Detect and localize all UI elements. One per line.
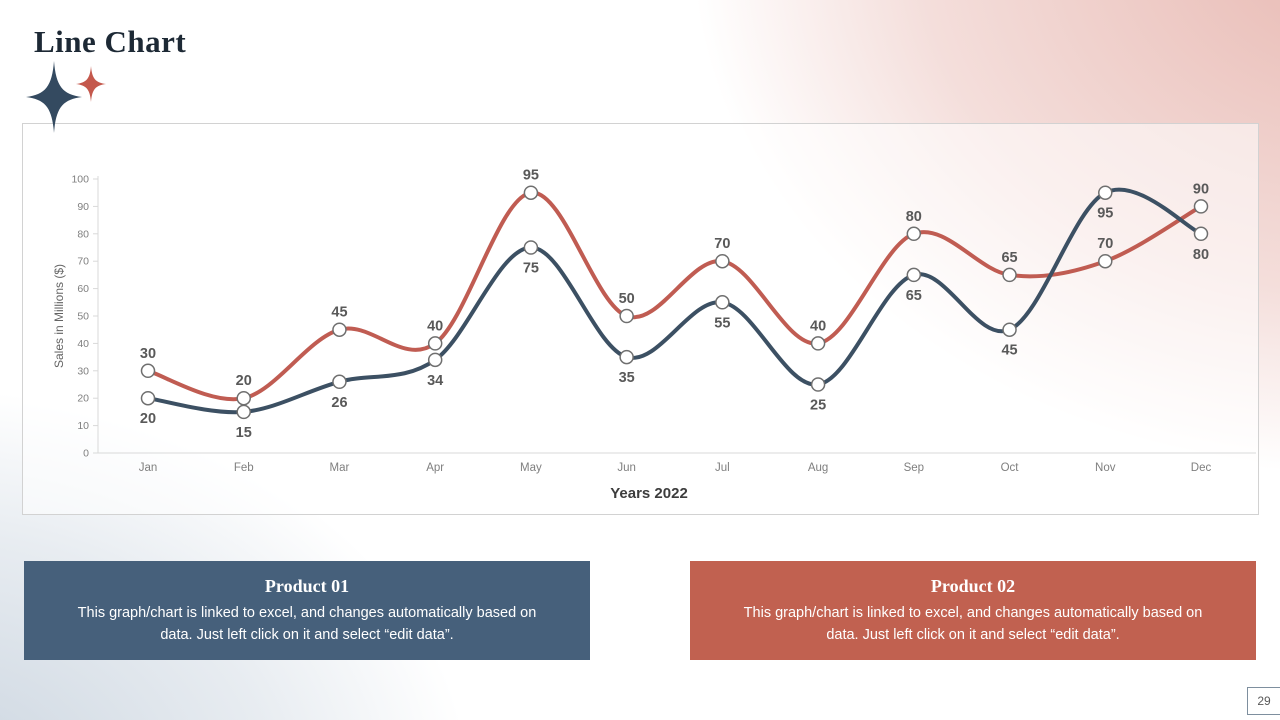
data-point-marker [1003, 323, 1016, 336]
data-label: 65 [905, 287, 922, 304]
data-point-marker [620, 351, 633, 364]
sparkle-star-icon-primary [26, 61, 82, 133]
data-point-marker [524, 186, 537, 199]
product-02-title: Product 02 [930, 576, 1016, 596]
x-tick-label: Nov [1095, 462, 1116, 474]
y-tick-label: 100 [71, 173, 89, 186]
data-label: 40 [810, 318, 827, 335]
product-01-description: This graph/chart is linked to excel, and changes automatically based on data. Just left click on it and select “edit data”. [77, 605, 537, 644]
y-tick-label: 0 [83, 447, 89, 460]
x-tick-label: Jan [138, 462, 158, 474]
y-tick-label: 90 [77, 200, 89, 213]
page-number: 29 [1257, 694, 1271, 708]
data-label: 35 [618, 370, 635, 387]
x-tick-label: Apr [426, 462, 445, 474]
y-tick-label: 40 [77, 337, 89, 350]
x-tick-label: May [520, 462, 542, 474]
data-label: 34 [427, 372, 444, 389]
series-line-product-02 [148, 193, 1201, 400]
line-chart[interactable] [23, 124, 1258, 514]
data-label: 90 [1192, 181, 1210, 198]
data-point-marker [1195, 227, 1208, 240]
data-label: 65 [1001, 249, 1018, 266]
data-label: 40 [427, 318, 444, 335]
product-02-description: This graph/chart is linked to excel, and changes automatically based on data. Just left click on it and select “edit data”. [743, 605, 1203, 644]
x-tick-label: Dec [1190, 462, 1212, 474]
data-point-marker [524, 241, 537, 254]
data-point-marker [1099, 255, 1112, 268]
data-point-marker [812, 337, 825, 350]
y-tick-label: 30 [77, 365, 89, 378]
data-point-marker [429, 337, 442, 350]
product-01-card [24, 561, 590, 660]
series-line-product-01 [148, 190, 1201, 413]
y-tick-label: 50 [77, 310, 89, 323]
data-label: 80 [905, 208, 922, 225]
data-label: 45 [1001, 342, 1018, 359]
x-tick-label: Feb [233, 462, 254, 474]
data-point-marker [907, 227, 920, 240]
data-label: 70 [714, 236, 731, 253]
data-point-marker [1195, 200, 1208, 213]
data-point-marker [716, 296, 729, 309]
data-point-marker [812, 378, 825, 391]
y-tick-label: 80 [77, 228, 89, 241]
data-label: 45 [331, 304, 348, 321]
y-axis-title: Sales in Millions ($) [52, 263, 66, 369]
data-label: 50 [618, 291, 635, 307]
data-point-marker [142, 392, 155, 405]
chart-panel [22, 123, 1259, 515]
y-tick-label: 60 [77, 283, 89, 296]
y-tick-label: 20 [77, 392, 89, 405]
sparkle-star-icon-accent [76, 66, 106, 102]
x-tick-label: Sep [903, 462, 925, 474]
data-label: 20 [235, 373, 252, 390]
data-point-marker [620, 310, 633, 323]
data-label: 80 [1192, 246, 1210, 263]
x-tick-label: Jul [715, 462, 730, 474]
data-point-marker [237, 405, 250, 418]
data-point-marker [429, 353, 442, 366]
data-label: 75 [522, 260, 539, 277]
data-point-marker [237, 392, 250, 405]
data-label: 25 [810, 397, 827, 414]
data-point-marker [1003, 268, 1016, 281]
product-01-title: Product 01 [264, 576, 350, 596]
product-02-card [690, 561, 1256, 660]
decorative-stars [18, 60, 138, 136]
data-point-marker [142, 364, 155, 377]
data-point-marker [1099, 186, 1112, 199]
page-title: Line Chart [34, 24, 187, 59]
data-label: 20 [139, 411, 157, 428]
data-point-marker [716, 255, 729, 268]
data-label: 95 [1097, 205, 1114, 222]
x-tick-label: Mar [329, 462, 350, 474]
data-label: 30 [139, 345, 157, 362]
y-tick-label: 70 [77, 255, 89, 268]
data-point-marker [907, 268, 920, 281]
x-tick-label: Oct [1000, 462, 1019, 474]
x-tick-label: Jun [617, 462, 636, 474]
data-point-marker [333, 375, 346, 388]
data-label: 15 [235, 424, 252, 441]
data-label: 55 [714, 315, 731, 332]
y-tick-label: 10 [77, 420, 89, 433]
data-label: 95 [522, 167, 539, 184]
x-tick-label: Aug [807, 462, 829, 474]
x-axis-title: Years 2022 [610, 485, 688, 502]
data-label: 70 [1097, 236, 1114, 253]
data-label: 26 [331, 394, 348, 411]
data-point-marker [333, 323, 346, 336]
page-number-box [1247, 687, 1280, 715]
